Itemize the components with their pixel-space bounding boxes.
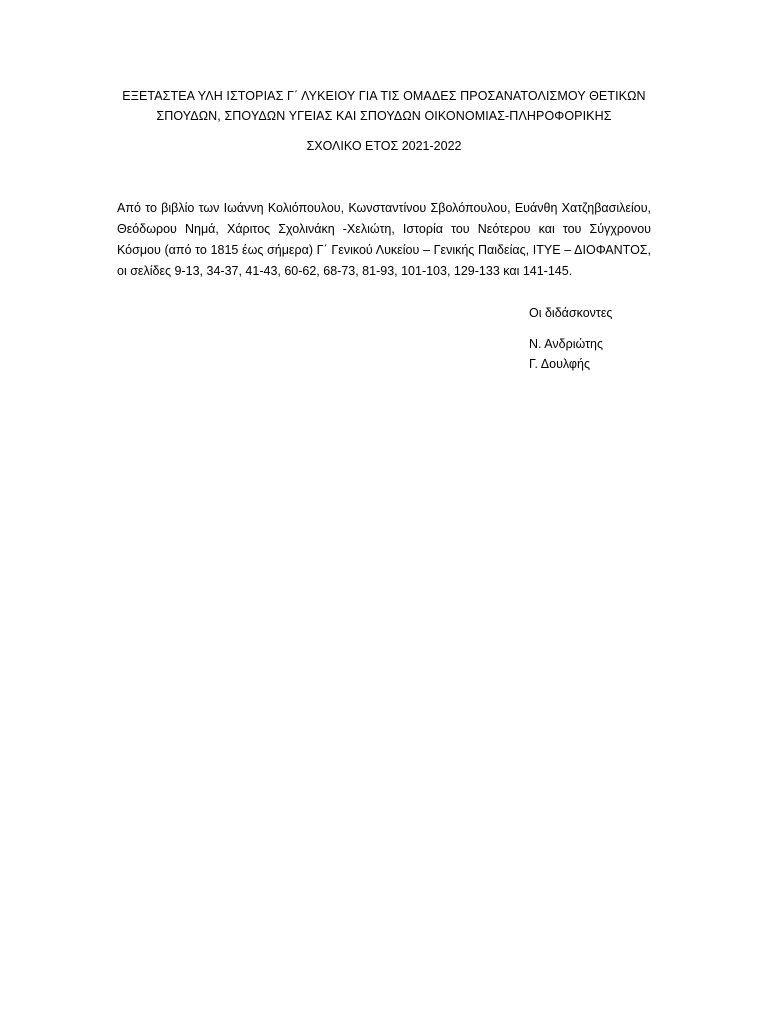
title-line-1: ΕΞΕΤΑΣΤΕΑ ΥΛΗ ΙΣΤΟΡΙΑΣ Γ΄ ΛΥΚΕΙΟΥ ΓΙΑ ΤΙΣ ΟΜΑΔΕΣ ΠΡΟΣΑΝΑΤΟΛΙΣΜΟΥ ΘΕΤΙΚΩΝ bbox=[122, 89, 646, 103]
signatory-name: Γ. Δουλφής bbox=[529, 357, 591, 371]
title-line-2: ΣΠΟΥΔΩΝ, ΣΠΟΥΔΩΝ ΥΓΕΙΑΣ ΚΑΙ ΣΠΟΥΔΩΝ ΟΙΚΟΝΟΜΙΑΣ-ΠΛΗΡΟΦΟΡΙΚΗΣ bbox=[156, 109, 612, 123]
school-year: ΣΧΟΛΙΚΟ ΕΤΟΣ 2021-2022 bbox=[306, 139, 462, 153]
signatory-name: Ν. Ανδριώτης bbox=[529, 337, 603, 351]
document-title bbox=[100, 86, 668, 126]
signature-heading: Οι διδάσκοντες bbox=[529, 306, 613, 320]
body-paragraph: Από το βιβλίο των Ιωάννη Κολιόπουλου, Κωνσταντίνου Σβολόπουλου, Ευάνθη Χατζηβασιλείου, Θεόδωρου Νημά, Χάριτος Σχολινάκη -Χελιώτη, Ιστορία του Νεότερου και του Σύγχρονου Κόσμου (από το 1815 έως σήμερα) Γ΄ Γενικού Λυκείου – Γενικής Παιδείας, ΙΤΥΕ – ΔΙΟΦΑΝΤΟΣ, οι σελίδες 9-13, 34-37, 41-43, 60-62, 68-73, 81-93, 101-103, 129-133 και 141-145. bbox=[117, 201, 651, 278]
